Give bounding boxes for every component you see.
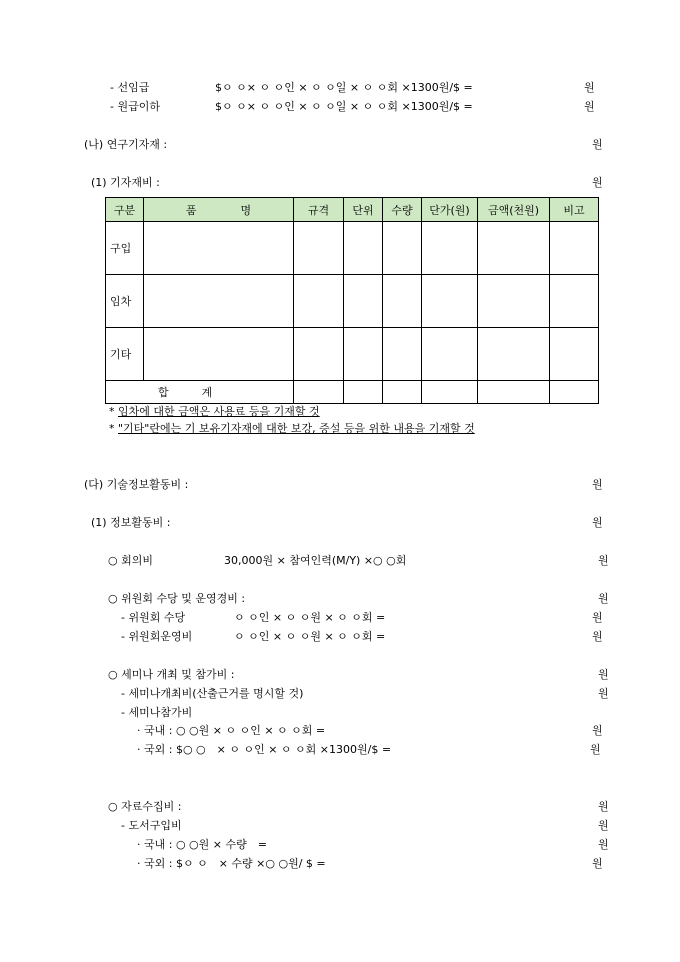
materials-unit: 원 — [598, 800, 609, 813]
row-label-other: 기타 — [106, 328, 144, 381]
header-remarks: 비고 — [550, 198, 599, 222]
equipment-title: (1) 기자재비 : — [91, 176, 160, 189]
seminar-domestic-label: · 국내 : ○ ○원 × ㅇ ㅇ인 × ㅇ ㅇ회 = — [137, 724, 326, 737]
section-da-unit: 원 — [592, 478, 603, 491]
seminar-host-label: - 세미나개최비(산출근거를 명시할 것) — [121, 687, 304, 700]
header-item-name: 품 명 — [144, 198, 294, 222]
table-total-row — [106, 381, 599, 404]
books-overseas-unit: 원 — [592, 857, 603, 870]
row-label-lease: 임차 — [106, 275, 144, 328]
committee-allowance-unit: 원 — [592, 611, 603, 624]
senior-unit: 원 — [584, 81, 595, 94]
materials-label: ○ 자료수집비 : — [108, 800, 182, 813]
books-label: - 도서구입비 — [121, 819, 182, 832]
committee-allowance-formula: ㅇ ㅇ인 × ㅇ ㅇ원 × ㅇ ㅇ회 = — [234, 611, 386, 624]
books-domestic-label: · 국내 : ○ ○원 × 수량 = — [137, 838, 267, 851]
info-unit: 원 — [592, 516, 603, 529]
seminar-domestic-unit: 원 — [592, 724, 603, 737]
committee-operation-formula: ㅇ ㅇ인 × ㅇ ㅇ원 × ㅇ ㅇ회 = — [234, 630, 386, 643]
row-label-purchase: 구입 — [106, 222, 144, 275]
senior-label: - 선임급 — [110, 81, 150, 94]
seminar-overseas-unit: 원 — [590, 743, 601, 756]
table-header-row — [106, 198, 599, 222]
seminar-overseas-label: · 국외 : $○ ○ × ㅇ ㅇ인 × ㅇ ㅇ회 ×1300원/$ = — [137, 743, 392, 756]
info-title: (1) 정보활동비 : — [91, 516, 171, 529]
books-unit: 원 — [598, 819, 609, 832]
header-amount: 금액(천원) — [478, 198, 550, 222]
meeting-formula: 30,000원 × 참여인력(M/Y) ×○ ○회 — [224, 554, 407, 567]
section-na-unit: 원 — [592, 138, 603, 151]
header-unit: 단위 — [344, 198, 383, 222]
total-label: 합 계 — [106, 381, 294, 404]
header-quantity: 수량 — [383, 198, 422, 222]
equipment-unit: 원 — [592, 176, 603, 189]
table-row — [106, 275, 599, 328]
header-category: 구분 — [106, 198, 144, 222]
committee-operation-unit: 원 — [592, 630, 603, 643]
meeting-unit: 원 — [598, 554, 609, 567]
committee-operation-label: - 위원회운영비 — [121, 630, 193, 643]
note-other: * "기타"란에는 기 보유기자재에 대한 보강, 증설 등을 위한 내용을 기재할 것 — [109, 422, 475, 435]
seminar-unit: 원 — [598, 668, 609, 681]
section-da-title: (다) 기술정보활동비 : — [84, 478, 189, 491]
note-lease: * 임차에 대한 금액은 사용료 등을 기재할 것 — [109, 405, 320, 418]
books-domestic-unit: 원 — [598, 838, 609, 851]
meeting-label: ○ 회의비 — [108, 554, 153, 567]
committee-allowance-label: - 위원회 수당 — [121, 611, 186, 624]
seminar-label: ○ 세미나 개최 및 참가비 : — [108, 668, 235, 681]
header-spec: 규격 — [294, 198, 344, 222]
committee-label: ○ 위원회 수당 및 운영경비 : — [108, 592, 246, 605]
seminar-participate-label: - 세미나참가비 — [121, 706, 193, 719]
committee-unit: 원 — [598, 592, 609, 605]
seminar-host-unit: 원 — [598, 687, 609, 700]
senior-formula: $ㅇ ㅇ× ㅇ ㅇ인 × ㅇ ㅇ일 × ㅇ ㅇ회 ×1300원/$ = — [215, 81, 473, 94]
books-overseas-label: · 국외 : $ㅇ ㅇ × 수량 ×○ ○원/ $ = — [137, 857, 326, 870]
junior-formula: $ㅇ ㅇ× ㅇ ㅇ인 × ㅇ ㅇ일 × ㅇ ㅇ회 ×1300원/$ = — [215, 100, 473, 113]
table-row — [106, 328, 599, 381]
junior-label: - 원급이하 — [110, 100, 160, 113]
junior-unit: 원 — [584, 100, 595, 113]
header-unit-price: 단가(원) — [422, 198, 478, 222]
table-row — [106, 222, 599, 275]
equipment-table — [105, 197, 599, 404]
section-na-title: (나) 연구기자재 : — [84, 138, 168, 151]
